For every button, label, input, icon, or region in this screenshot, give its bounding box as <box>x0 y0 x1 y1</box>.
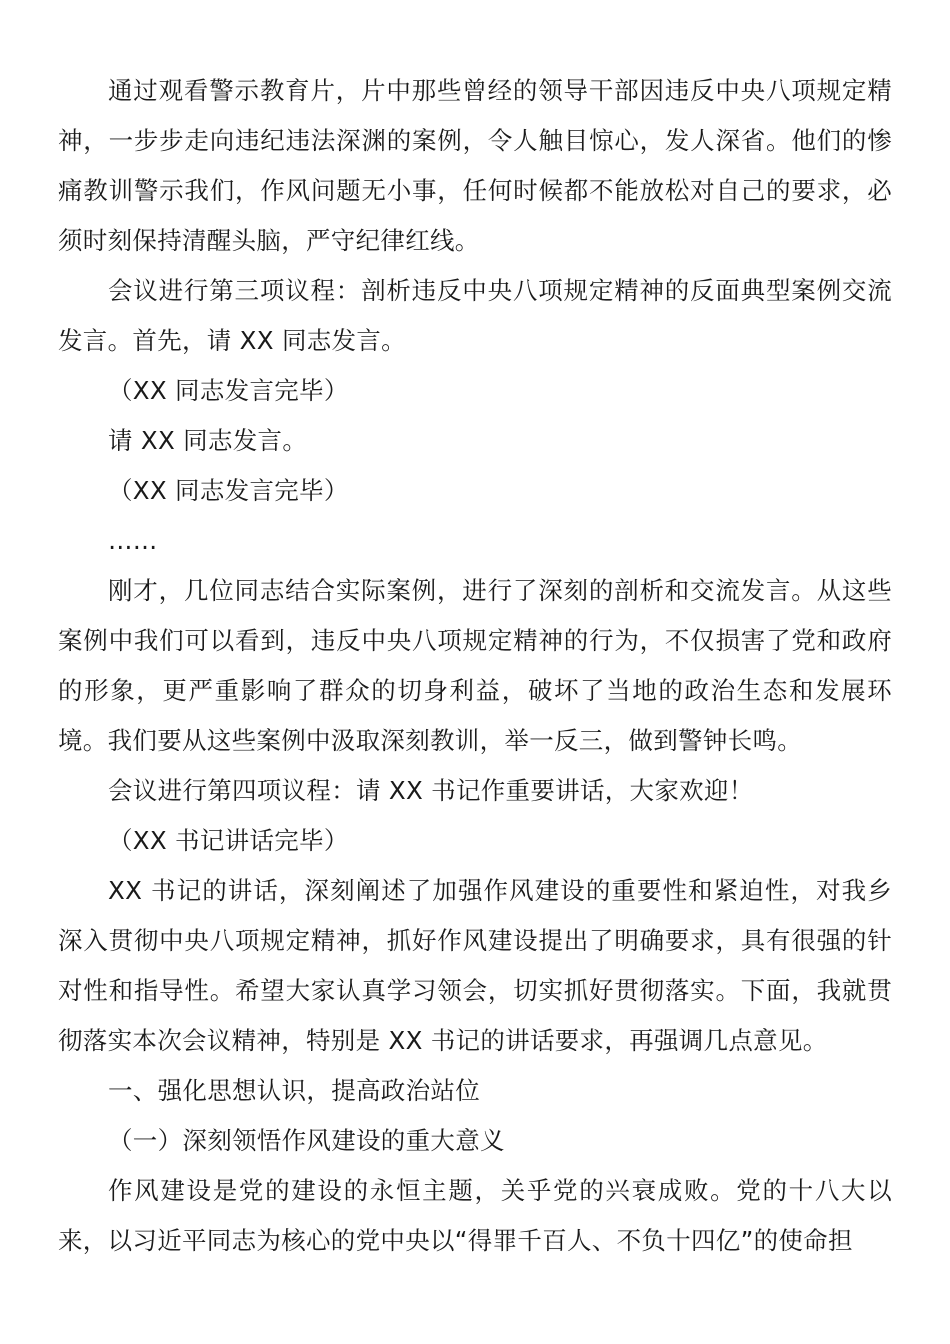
paragraph-secretary-finished: （XX 书记讲话完毕） <box>108 826 349 855</box>
paragraph-agenda-four: 会议进行第四项议程：请 XX 书记作重要讲话，大家欢迎！ <box>108 776 754 805</box>
paragraph-speech-finished-1: （XX 同志发言完毕） <box>108 376 349 405</box>
paragraph-work-style-theme: 作风建设是党的建设的永恒主题，关乎党的兴衰成败。党的十八大以来，以习近平同志为核心的党中央以“得罪千百人、不负十四亿”的使命担 <box>58 1176 892 1255</box>
heading-section-one: 一、强化思想认识，提高政治站位 <box>108 1076 480 1105</box>
paragraph-ellipsis: …… <box>108 526 158 555</box>
paragraph-warning-film: 通过观看警示教育片，片中那些曾经的领导干部因违反中央八项规定精神，一步步走向违纪违法深渊的案例，令人触目惊心，发人深省。他们的惨痛教训警示我们，作风问题无小事，任何时候都不能放松对自己的要求，必须时刻保持清醒头脑，严守纪律红线。 <box>58 76 892 255</box>
paragraph-speech-finished-2: （XX 同志发言完毕） <box>108 476 349 505</box>
paragraph-case-summary: 刚才，几位同志结合实际案例，进行了深刻的剖析和交流发言。从这些案例中我们可以看到，违反中央八项规定精神的行为，不仅损害了党和政府的形象，更严重影响了群众的切身利益，破坏了当地的政治生态和发展环境。我们要从这些案例中汲取深刻教训，举一反三，做到警钟长鸣。 <box>58 576 892 755</box>
heading-subsection-one: （一）深刻领悟作风建设的重大意义 <box>108 1126 505 1155</box>
paragraph-agenda-three: 会议进行第三项议程：剖析违反中央八项规定精神的反面典型案例交流发言。首先，请 XX 同志发言。 <box>58 276 892 355</box>
paragraph-invite-speaker: 请 XX 同志发言。 <box>108 426 308 455</box>
document-body <box>58 66 892 1266</box>
paragraph-secretary-speech-summary: XX 书记的讲话，深刻阐述了加强作风建设的重要性和紧迫性，对我乡深入贯彻中央八项规定精神，抓好作风建设提出了明确要求，具有很强的针对性和指导性。希望大家认真学习领会，切实抓好贯彻落实。下面，我就贯彻落实本次会议精神，特别是 XX 书记的讲话要求，再强调几点意见。 <box>58 876 892 1055</box>
